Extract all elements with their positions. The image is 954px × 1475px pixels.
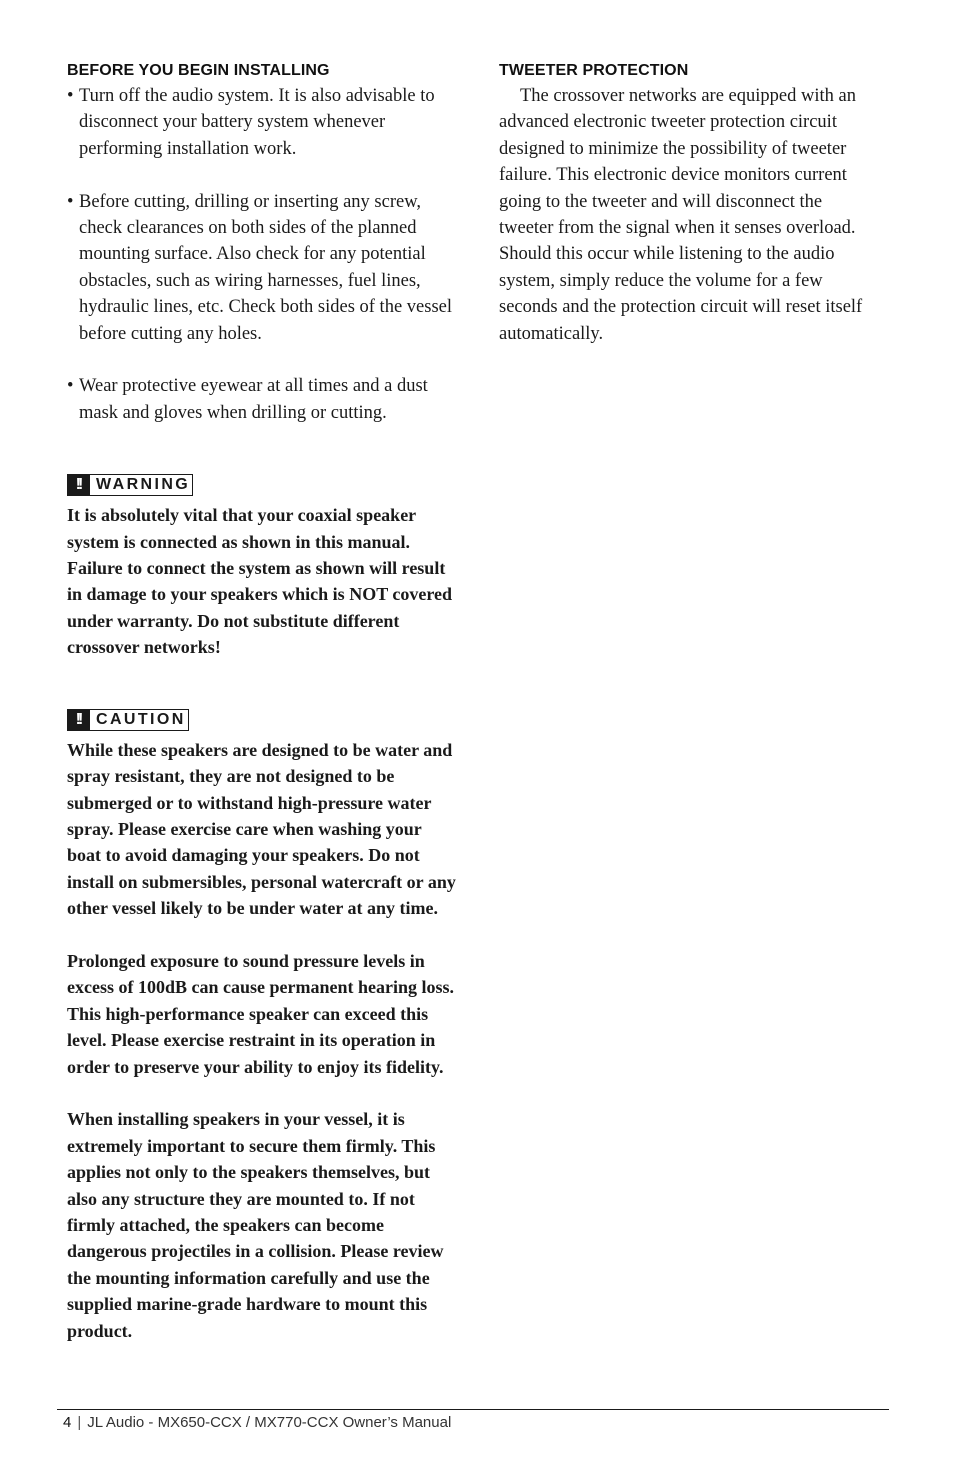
caution-paragraph: When installing speakers in your vessel, it is extremely important to secure them firmly. This applies not only to the speakers themselves, but also any structure they are mounted to. If not firmly attached, the speakers can become dangerous projectiles in a collision. Please review the mounting information carefully and use the supplied marine-grade hardware to mount this product. <box>67 1109 444 1341</box>
bullet-dot: • <box>67 86 74 106</box>
caution-icon: !! <box>68 710 90 730</box>
bullet-text: Before cutting, drilling or inserting any screw, check clearances on both sides of the planned mounting surface. Also check for any potential obstacles, such as wiring harnesses, fuel lines, hydraulic lines, etc. Check both sides of the vessel before cutting any holes. <box>79 191 452 344</box>
tweeter-protection-text: The crossover networks are equipped with an advanced electronic tweeter protection circuit designed to minimize the possibility of tweeter failure. This electronic device monitors current going to the tweeter and will disconnect the tweeter from the signal when it senses overload. Should this occur while listening to the audio system, simply reduce the volume for a few seconds and the protection circuit will reset itself automatically. <box>499 86 863 344</box>
bullet-item <box>67 189 459 347</box>
before-install-heading: BEFORE YOU BEGIN INSTALLING <box>67 62 330 79</box>
caution-label <box>67 709 189 731</box>
left-column <box>67 60 459 1344</box>
page-number: 4 <box>63 1414 72 1431</box>
warning-section <box>67 426 459 660</box>
caution-section <box>67 661 459 1344</box>
tweeter-protection-section <box>499 60 879 347</box>
caution-label-text: CAUTION <box>96 710 186 728</box>
page-footer <box>63 1413 451 1433</box>
footer-divider <box>57 1409 889 1410</box>
warning-label-text: WARNING <box>96 476 191 494</box>
footer-title: JL Audio - MX650-CCX / MX770-CCX Owner’s Manual <box>87 1414 452 1431</box>
warning-label <box>67 474 193 496</box>
right-column <box>499 60 879 347</box>
bullet-dot: • <box>67 376 74 397</box>
tweeter-protection-heading: TWEETER PROTECTION <box>499 62 689 79</box>
warning-text: It is absolutely vital that your coaxial speaker system is connected as shown in this manual. Failure to connect the system as shown will result in damage to your speakers which is NOT covered under warranty. Do not substitute different crossover networks! <box>67 505 453 658</box>
footer-separator: | <box>77 1414 82 1431</box>
bullet-text: Turn off the audio system. It is also advisable to disconnect your battery system whenever performing installation work. <box>79 86 435 159</box>
bullet-item <box>67 373 459 426</box>
bullet-dot: • <box>67 191 74 212</box>
before-install-section <box>67 60 459 426</box>
caution-paragraph: While these speakers are designed to be water and spray resistant, they are not designed to be submerged or to withstand high-pressure water spray. Please exercise care when washing your boat to avoid damaging your speakers. Do not install on submersibles, personal watercraft or any other vessel likely to be under water at any time. <box>67 739 456 919</box>
bullet-item <box>67 83 459 162</box>
warning-icon: !! <box>68 475 90 495</box>
caution-paragraph: Prolonged exposure to sound pressure levels in excess of 100dB can cause permanent hearing loss. This high-performance speaker can exceed this level. Please exercise restraint in its operation in order to preserve your ability to enjoy its fidelity. <box>67 950 454 1077</box>
bullet-text: Wear protective eyewear at all times and a dust mask and gloves when drilling or cutting. <box>79 376 428 423</box>
